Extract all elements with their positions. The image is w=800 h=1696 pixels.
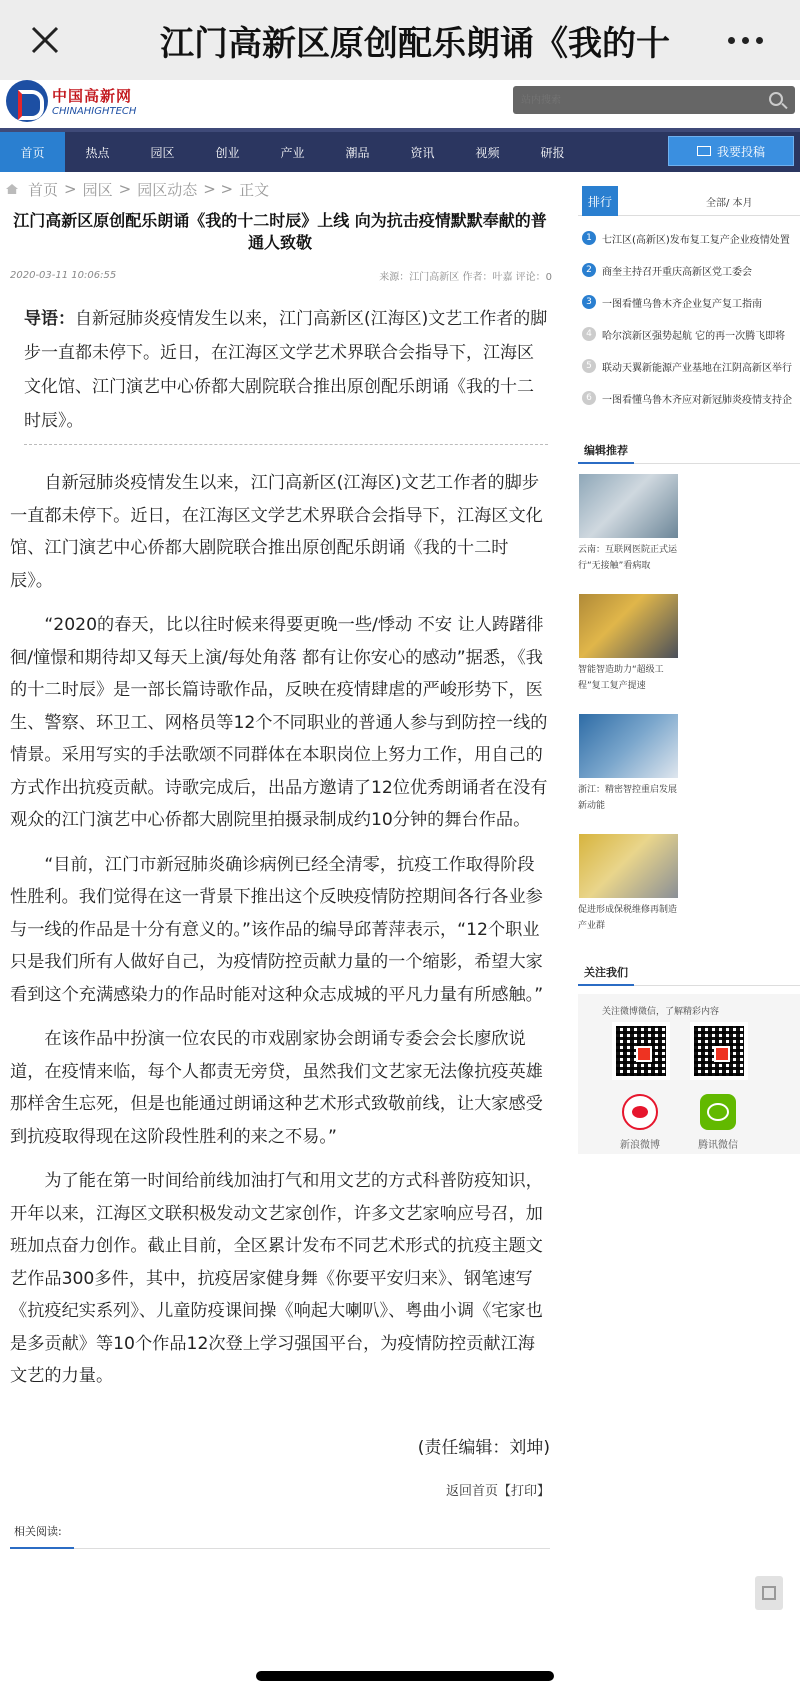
article-source-author: 来源：江门高新区 作者：叶嘉 评论：0 (379, 271, 552, 283)
breadcrumb-sep: > (118, 180, 132, 198)
mail-icon (697, 146, 711, 156)
more-dot-icon (728, 37, 735, 44)
lead-label: 导语： (24, 309, 75, 329)
logo-text-cn: 中国高新网 (52, 87, 133, 105)
page-title: 江门高新区原创配乐朗诵《我的十 (160, 23, 670, 64)
article-body (0, 467, 562, 1393)
wechat-qr-code (690, 1022, 748, 1080)
editor-pick-thumbnail[interactable] (579, 474, 678, 538)
editor-picks-title: 编辑推荐 (584, 444, 628, 457)
related-reading-label: 相关阅读: (14, 1524, 62, 1538)
rank-number-badge: 2 (582, 263, 596, 277)
breadcrumb-sep: > (64, 180, 77, 198)
article-column (0, 172, 562, 1549)
more-menu-button[interactable] (690, 0, 800, 80)
rank-number-badge: 4 (582, 327, 596, 341)
weibo-link[interactable] (610, 1094, 670, 1151)
weibo-label: 新浪微博 (620, 1140, 660, 1151)
logo-text-en: CHINAHIGHTECH (52, 106, 137, 117)
nav-item-trends[interactable]: 潮品 (345, 145, 370, 160)
search-icon[interactable] (769, 92, 783, 106)
follow-hint: 关注微博微信，了解精彩内容 (602, 1007, 720, 1017)
editor-pick-card[interactable] (578, 474, 689, 594)
article-paragraph: 自新冠肺炎疫情发生以来，江门高新区(江海区)文艺工作者的脚步一直都未停下。近日，在江海区文学艺术界联合会指导下，江海区文化馆、江门演艺中心侨都大剧院联合推出原创配乐朗诵《我的十二时辰》。 (10, 473, 543, 591)
ranking-item-text: 哈尔滨新区强势起航 它的再一次腾飞即将 (602, 330, 786, 342)
editor-pick-card[interactable] (578, 714, 689, 834)
editor-picks-header (578, 436, 800, 464)
nav-item-video[interactable]: 视频 (475, 145, 500, 160)
wechat-top-bar (0, 0, 800, 80)
weibo-qr-code (612, 1022, 670, 1080)
ranking-item-text: 联动天翼新能源产业基地在江阴高新区举行 (602, 362, 792, 374)
editor-pick-thumbnail[interactable] (579, 714, 678, 778)
rank-number-badge: 1 (582, 231, 596, 245)
breadcrumb-sep: > > (203, 180, 234, 198)
editor-pick-caption[interactable]: 云南：互联网医院正式运行“无接触”看病取 (578, 545, 678, 571)
nav-item-startup[interactable]: 创业 (215, 145, 240, 160)
breadcrumb-current: 正文 (239, 180, 270, 199)
ranking-header (578, 186, 800, 216)
ranking-item[interactable] (578, 350, 800, 382)
logo-mark-icon (6, 80, 48, 122)
site-search (513, 86, 795, 114)
ranking-item[interactable] (578, 222, 800, 254)
article-lead (24, 302, 548, 445)
ranking-list (578, 222, 800, 414)
editor-pick-thumbnail[interactable] (579, 594, 678, 658)
nav-item-park[interactable]: 园区 (150, 145, 175, 160)
close-button[interactable] (0, 0, 90, 80)
home-icon (6, 184, 18, 194)
editor-pick-caption[interactable]: 促进形成保税维修再制造产业群 (578, 905, 678, 931)
follow-us-header (578, 958, 800, 986)
responsible-editor: (责任编辑：刘坤) (417, 1437, 550, 1458)
main-nav (0, 128, 800, 172)
nav-item-industry[interactable]: 产业 (280, 145, 305, 160)
article-meta (0, 266, 562, 284)
submit-article-button[interactable] (668, 136, 794, 166)
wechat-link[interactable] (688, 1094, 748, 1151)
ranking-tab[interactable]: 排行 (582, 186, 618, 216)
site-header (0, 80, 800, 128)
floating-qr-button[interactable] (755, 1576, 783, 1610)
nav-item-news[interactable]: 资讯 (410, 145, 435, 160)
sidebar (578, 186, 800, 1154)
related-reading-header (10, 1515, 550, 1549)
editor-pick-card[interactable] (578, 594, 689, 714)
editor-pick-caption[interactable]: 浙江：精密智控重启发展新动能 (578, 785, 678, 811)
follow-us-box (578, 994, 800, 1154)
article-paragraph: 为了能在第一时间给前线加油打气和用文艺的方式科普防疫知识，开年以来，江海区文联积极发动文艺家创作，许多文艺家响应号召，加班加点奋力创作。截止目前，全区累计发布不同艺术形式的抗疫主题文艺作品300多件，其中，抗疫居家健身舞《你要平安归来》、钢笔速写《抗疫纪实系列》、儿童防疫课间操《响起大喇叭》、粤曲小调《宅家也是多贡献》等10个作品12次登上学习强国平台，为疫情防控贡献江海文艺的力量。 (10, 1171, 543, 1386)
follow-us-title: 关注我们 (584, 966, 628, 979)
wechat-icon (700, 1094, 736, 1130)
ranking-item[interactable] (578, 382, 800, 414)
breadcrumb-park-news[interactable]: 园区动态 (137, 180, 198, 199)
rank-number-badge: 6 (582, 391, 596, 405)
ranking-item-text: 一图看懂乌鲁木齐应对新冠肺炎疫情支持企 (602, 394, 792, 406)
more-dot-icon (742, 37, 749, 44)
rank-number-badge: 3 (582, 295, 596, 309)
qr-code-icon (762, 1586, 776, 1600)
editor-picks-grid (578, 474, 800, 954)
nav-item-home[interactable]: 首页 (0, 132, 65, 172)
ranking-item-text: 商奎主持召开重庆高新区党工委会 (602, 266, 752, 278)
ranking-item-text: 一图看懂乌鲁木齐企业复产复工指南 (602, 298, 762, 310)
rank-number-badge: 5 (582, 359, 596, 373)
home-indicator[interactable] (256, 1671, 554, 1681)
weibo-icon (622, 1094, 658, 1130)
breadcrumb-park[interactable]: 园区 (82, 180, 113, 199)
article-title: 江门高新区原创配乐朗诵《我的十二时辰》上线 向为抗击疫情默默奉献的普通人致敬 (13, 211, 547, 252)
search-input[interactable] (513, 86, 743, 114)
article-paragraph: “2020的春天，比以往时候来得要更晚一些/悸动 不安 让人踌躇徘徊/憧憬和期待却又每天上演/每处角落 都有让你安心的感动”据悉，《我的十二时辰》是一部长篇诗歌作品，反映在疫情肆虐的严峻形势下，医生、警察、环卫工、网格员等12个不同职业的普通人参与到防控一线的情景。采用写实的手法歌颂不同群体在本职岗位上努力工作，用自己的方式作出抗疫贡献。诗歌完成后，出品方邀请了12位优秀朗诵者在没有观众的江门演艺中心侨都大剧院里拍摄录制成约10分钟的舞台作品。 (10, 615, 548, 830)
breadcrumb (0, 172, 562, 206)
editor-pick-thumbnail[interactable] (579, 834, 678, 898)
submit-label: 我要投稿 (716, 144, 765, 159)
ranking-filter-tabs[interactable]: 全部/ 本月 (706, 198, 753, 209)
close-icon (30, 25, 60, 55)
ranking-item-text: 七江区(高新区)发布复工复产企业疫情处置 (602, 234, 790, 246)
wechat-label: 腾讯微信 (698, 1140, 738, 1151)
back-home-print-links[interactable]: 返回首页【打印】 (445, 1483, 550, 1499)
article-paragraph: 在该作品中扮演一位农民的市戏剧家协会朗诵专委会会长廖欣说道，在疫情来临，每个人都责无旁贷，虽然我们文艺家无法像抗疫英雄那样舍生忘死，但是也能通过朗诵这种艺术形式致敬前线，让大家感受到抗疫取得现在这阶段性胜利的来之不易。” (10, 1029, 543, 1147)
more-dot-icon (756, 37, 763, 44)
site-logo[interactable] (6, 80, 136, 122)
breadcrumb-home[interactable]: 首页 (28, 180, 59, 199)
article-paragraph: “目前，江门市新冠肺炎确诊病例已经全清零，抗疫工作取得阶段性胜利。我们觉得在这一背景下推出这个反映疫情防控期间各行各业参与一线的作品是十分有意义的。”该作品的编导邱菁萍表示，“12个职业只是我们所有人做好自己，为疫情防控贡献力量的一个缩影，希望大家看到这个充满感染力的作品时能对这种众志成城的平凡力量有所感触。” (10, 854, 544, 1005)
ranking-item[interactable] (578, 286, 800, 318)
nav-item-reports[interactable]: 研报 (540, 145, 565, 160)
lead-text: 自新冠肺炎疫情发生以来，江门高新区(江海区)文艺工作者的脚步一直都未停下。近日，在江海区文学艺术界联合会指导下，江海区文化馆、江门演艺中心侨都大剧院联合推出原创配乐朗诵《我的十二时辰》。 (24, 309, 548, 431)
ranking-item[interactable] (578, 318, 800, 350)
nav-item-hot[interactable]: 热点 (85, 145, 110, 160)
ranking-item[interactable] (578, 254, 800, 286)
editor-pick-caption[interactable]: 智能智造助力“超级工程”复工复产提速 (578, 665, 664, 691)
article-date: 2020-03-11 10:06:55 (10, 269, 117, 281)
editor-pick-card[interactable] (578, 834, 689, 954)
